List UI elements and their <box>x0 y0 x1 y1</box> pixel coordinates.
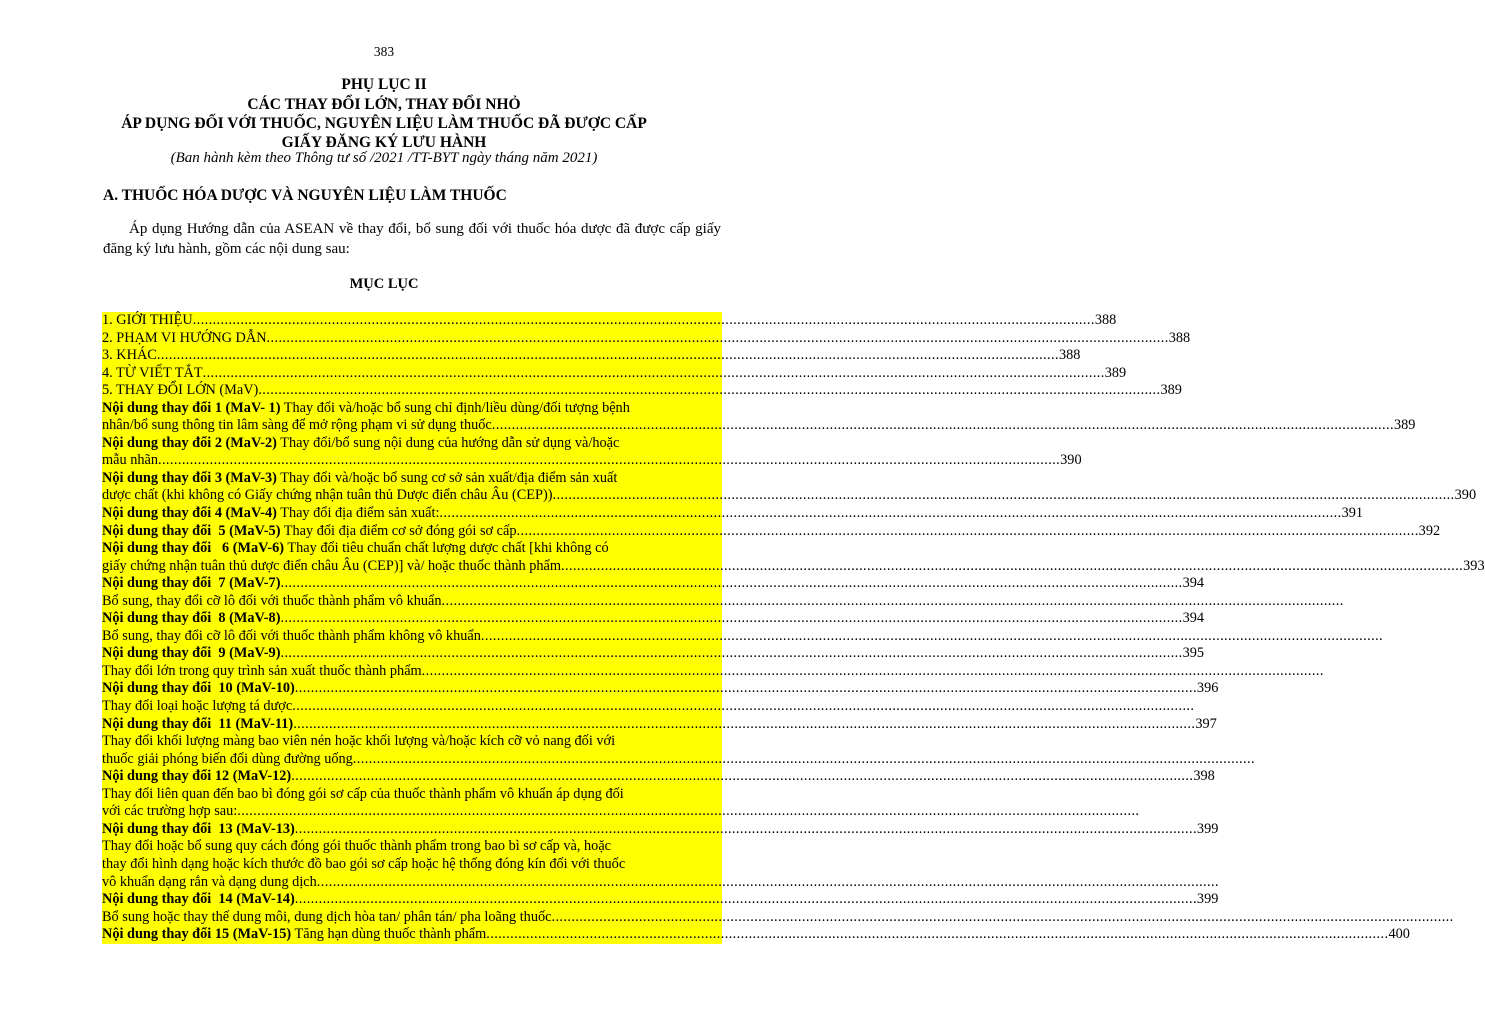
toc-page: 388 <box>1094 312 1117 328</box>
change-id: Nội dung thay đổi 11 (MaV-11) <box>102 715 294 732</box>
leader-dots: ................................................................................................................................................................................................................................... <box>202 364 1105 381</box>
toc-entry-cont[interactable] <box>102 803 1140 821</box>
change-id: Nội dung thay đổi 1 (MaV- 1) <box>102 399 281 416</box>
toc-entry[interactable] <box>102 435 722 453</box>
toc-entry-text: giấy chứng nhận tuân thủ dược điển châu Âu (CEP)] và/ hoặc thuốc thành phẩm <box>102 557 561 574</box>
toc-entry[interactable] <box>102 891 1219 909</box>
leader-dots: ................................................................................................................................................................................................................................... <box>266 329 1169 346</box>
leader-dots: ................................................................................................................................................................................................................................... <box>551 908 1454 925</box>
change-id: Nội dung thay đổi 2 (MaV-2) <box>102 434 277 451</box>
toc-entry[interactable] <box>102 382 1182 400</box>
leader-dots: ................................................................................................................................................................................................................................... <box>316 873 1219 890</box>
toc-entry[interactable] <box>102 610 1205 628</box>
change-id: Nội dung thay đổi 7 (MaV-7) <box>102 575 281 592</box>
toc-entry[interactable] <box>102 312 1117 330</box>
toc-entry-text <box>102 470 617 488</box>
toc-entry-text: Bổ sung, thay đổi cỡ lô đối với thuốc thành phẩm vô khuẩn <box>102 592 442 609</box>
leader-dots: ................................................................................................................................................................................................................................... <box>280 645 1183 662</box>
change-id: Nội dung thay đổi 8 (MaV-8) <box>102 610 281 627</box>
change-id: Nội dung thay đổi 4 (MaV-4) <box>102 505 277 522</box>
document-title: CÁC THAY ĐỔI LỚN, THAY ĐỔI NHỎ <box>247 96 521 113</box>
appendix-title: PHỤ LỤC II <box>341 76 427 93</box>
toc-page: 390 <box>1060 452 1082 469</box>
toc-title: MỤC LỤC <box>349 276 419 292</box>
change-desc: Thay đổi địa điểm cơ sở đóng gói sơ cấp <box>280 522 517 539</box>
section-heading: A. THUỐC HÓA DƯỢC VÀ NGUYÊN LIỆU LÀM THUỐC <box>103 187 507 204</box>
change-id: Nội dung thay đổi 10 (MaV-10) <box>102 680 295 697</box>
toc-entry-text: vô khuẩn dạng rắn và dạng dung dịch <box>102 873 317 890</box>
toc-entry-text <box>102 540 609 558</box>
toc-entry[interactable] <box>102 364 1127 383</box>
toc-page: 398 <box>1193 768 1215 785</box>
toc-entry-text: mẫu nhãn <box>102 452 158 469</box>
toc-page: 389 <box>1393 417 1416 434</box>
toc-entry-cont[interactable] <box>102 592 1344 611</box>
leader-dots: ................................................................................................................................................................................................................................... <box>237 803 1140 820</box>
toc-entry[interactable] <box>102 575 1205 593</box>
toc-page: 392 <box>1418 522 1441 539</box>
leader-dots: ................................................................................................................................................................................................................................... <box>258 382 1161 399</box>
change-id: Nội dung thay đổi 9 (MaV-9) <box>102 645 281 662</box>
toc-entry-cont[interactable] <box>102 452 1082 470</box>
change-id: Nội dung thay đổi 13 (MaV-13) <box>102 820 295 837</box>
toc-page: 388 <box>1168 329 1191 346</box>
table-of-contents <box>102 312 1485 944</box>
toc-entry[interactable] <box>102 329 1191 348</box>
toc-entry-cont[interactable] <box>102 662 1324 681</box>
change-desc: Thay đổi địa điểm sản xuất: <box>276 505 440 522</box>
toc-entry-text: dược chất (khi không có Giấy chứng nhận tuân thủ Dược điển châu Âu (CEP)) <box>102 487 553 504</box>
leader-dots: ................................................................................................................................................................................................................................... <box>294 820 1197 837</box>
toc-page: 389 <box>1104 364 1127 381</box>
document-subtitle: ÁP DỤNG ĐỐI VỚI THUỐC, NGUYÊN LIỆU LÀM THUỐC ĐÃ ĐƯỢC CẤP <box>121 115 647 132</box>
toc-entry-text: Bổ sung, thay đổi cỡ lô đối với thuốc thành phẩm không vô khuẩn <box>102 627 481 644</box>
toc-entry[interactable] <box>102 505 1364 523</box>
toc-entry-cont[interactable] <box>102 873 1219 892</box>
leader-dots: ................................................................................................................................................................................................................................... <box>439 505 1342 522</box>
toc-entry-text: 5. THAY ĐỔI LỚN (MaV) <box>102 382 259 399</box>
toc-entry[interactable] <box>102 470 722 488</box>
toc-entry-cont[interactable] <box>102 627 1384 646</box>
toc-entry-text: Thay đổi hoặc bổ sung quy cách đóng gói thuốc thành phẩm trong bao bì sơ cấp và, hoặc <box>102 838 612 855</box>
toc-entry[interactable] <box>102 540 722 558</box>
leader-dots: ................................................................................................................................................................................................................................... <box>156 347 1059 364</box>
leader-dots: ................................................................................................................................................................................................................................... <box>480 627 1384 644</box>
toc-page: 396 <box>1196 680 1219 697</box>
change-desc: Thay đổi và/hoặc bổ sung cơ sở sản xuất/địa điểm sản xuất <box>276 469 618 486</box>
toc-entry[interactable] <box>102 347 1081 365</box>
toc-page: 399 <box>1196 820 1219 837</box>
toc-page: 397 <box>1195 715 1217 732</box>
toc-entry-cont[interactable] <box>102 786 722 804</box>
toc-entry-cont[interactable] <box>102 750 1255 769</box>
leader-dots: ................................................................................................................................................................................................................................... <box>294 891 1197 908</box>
toc-page: 393 <box>1463 557 1485 574</box>
toc-entry-text: 1. GIỚI THIỆU <box>102 312 193 328</box>
leader-dots: ................................................................................................................................................................................................................................... <box>192 312 1095 328</box>
leader-dots: ................................................................................................................................................................................................................................... <box>292 698 1195 715</box>
toc-page: 391 <box>1341 505 1364 522</box>
change-id: Nội dung thay đổi 6 (MaV-6) <box>102 540 285 557</box>
toc-page: 400 <box>1388 926 1410 943</box>
toc-entry-text: Thay đổi khối lượng màng bao viên nén hoặc khối lượng và/hoặc kích cỡ vỏ nang đối với <box>102 733 616 750</box>
intro-text: Áp dụng Hướng dẫn của ASEAN về thay đổi, bổ sung đối với thuốc hóa dược đã được cấp giấy đăng ký lưu hành, gồm các nội dung sau: <box>103 221 721 257</box>
toc-page: 394 <box>1182 575 1205 592</box>
change-desc: Thay đổi và/hoặc bổ sung chỉ định/liều dùng/đối tượng bệnh <box>280 399 630 416</box>
toc-entry[interactable] <box>102 715 1217 734</box>
change-desc: Tăng hạn dùng thuốc thành phẩm <box>291 926 487 943</box>
toc-entry[interactable] <box>102 400 722 418</box>
leader-dots: ................................................................................................................................................................................................................................... <box>294 680 1197 697</box>
leader-dots: ................................................................................................................................................................................................................................... <box>561 557 1464 574</box>
toc-page: 399 <box>1196 891 1219 908</box>
document-subtitle-cont: GIẤY ĐĂNG KÝ LƯU HÀNH <box>281 134 487 151</box>
toc-entry-text: với các trường hợp sau: <box>102 803 238 820</box>
toc-entry-text <box>102 523 517 541</box>
toc-entry-text: Thay đổi lớn trong quy trình sản xuất thuốc thành phẩm <box>102 662 422 679</box>
leader-dots: ................................................................................................................................................................................................................................... <box>486 926 1389 943</box>
toc-page: 388 <box>1058 347 1081 364</box>
change-id: Nội dung thay đổi 15 (MaV-15) <box>102 926 292 943</box>
toc-page: 390 <box>1454 487 1477 504</box>
toc-page: 389 <box>1160 382 1182 399</box>
toc-entry-text <box>102 926 486 944</box>
intro-paragraph <box>103 219 721 259</box>
leader-dots: ................................................................................................................................................................................................................................... <box>280 575 1183 592</box>
leader-dots: ................................................................................................................................................................................................................................... <box>552 487 1455 504</box>
toc-entry-text: Bổ sung hoặc thay thế dung môi, dung dịch hòa tan/ phân tán/ pha loãng thuốc <box>102 908 552 925</box>
change-id: Nội dung thay đổi 5 (MaV-5) <box>102 522 281 539</box>
toc-entry-cont[interactable] <box>102 487 1477 505</box>
issuance-note: (Ban hành kèm theo Thông tư số /2021 /TT-BYT ngày tháng năm 2021) <box>170 150 598 166</box>
change-id: Nội dung thay đổi 14 (MaV-14) <box>102 891 295 908</box>
toc-entry-cont[interactable] <box>102 908 1454 927</box>
toc-entry[interactable] <box>102 926 1410 944</box>
toc-entry-cont[interactable] <box>102 557 1485 576</box>
toc-entry-text: thay đổi hình dạng hoặc kích thước đồ bao gói sơ cấp hoặc hệ thống đóng kín đối với thuốc <box>102 855 626 872</box>
toc-entry[interactable] <box>102 645 1205 663</box>
toc-entry[interactable] <box>102 768 1215 786</box>
change-desc: Thay đổi/bổ sung nội dung của hướng dẫn sử dụng và/hoặc <box>276 434 620 451</box>
toc-entry-text: 4. TỪ VIẾT TẮT <box>102 364 203 381</box>
toc-entry-text <box>102 505 439 523</box>
toc-entry-text: Thay đổi loại hoặc lượng tá dược <box>102 698 293 715</box>
page-number: 383 <box>373 44 395 59</box>
toc-entry-text: 3. KHÁC <box>102 347 157 364</box>
toc-entry-cont[interactable] <box>102 838 722 856</box>
toc-entry-text: 2. PHẠM VI HƯỚNG DẪN <box>102 329 267 346</box>
toc-entry-text <box>102 435 619 453</box>
toc-entry[interactable] <box>102 522 1441 541</box>
leader-dots: ................................................................................................................................................................................................................................... <box>421 662 1324 679</box>
toc-entry-cont[interactable] <box>102 856 722 874</box>
leader-dots: ................................................................................................................................................................................................................................... <box>157 452 1061 469</box>
toc-entry-cont[interactable] <box>102 417 1416 435</box>
leader-dots: ................................................................................................................................................................................................................................... <box>441 592 1344 609</box>
toc-entry-text: Thay đổi liên quan đến bao bì đóng gói sơ cấp của thuốc thành phẩm vô khuẩn áp dụng đối <box>102 785 624 802</box>
change-desc: Thay đổi tiêu chuẩn chất lượng dược chất [khi không có <box>284 540 609 557</box>
toc-entry-cont[interactable] <box>102 698 1195 716</box>
toc-entry-text: thuốc giải phóng biến đổi dùng đường uống <box>102 750 353 767</box>
toc-entry[interactable] <box>102 680 1219 698</box>
leader-dots: ................................................................................................................................................................................................................................... <box>352 750 1255 767</box>
leader-dots: ................................................................................................................................................................................................................................... <box>280 610 1183 627</box>
toc-entry-text: nhân/bổ sung thông tin lâm sàng để mở rộng phạm vi sử dụng thuốc <box>102 417 492 434</box>
change-id: Nội dung thay đổi 12 (MaV-12) <box>102 768 292 785</box>
toc-page: 395 <box>1182 645 1205 662</box>
toc-entry-text <box>102 400 630 418</box>
change-id: Nội dung thay đổi 3 (MaV-3) <box>102 469 277 486</box>
leader-dots: ................................................................................................................................................................................................................................... <box>516 522 1419 539</box>
leader-dots: ................................................................................................................................................................................................................................... <box>491 417 1394 434</box>
leader-dots: ................................................................................................................................................................................................................................... <box>293 715 1196 732</box>
toc-entry-cont[interactable] <box>102 733 722 751</box>
toc-page: 394 <box>1182 610 1205 627</box>
leader-dots: ................................................................................................................................................................................................................................... <box>291 768 1194 785</box>
toc-entry[interactable] <box>102 820 1219 839</box>
